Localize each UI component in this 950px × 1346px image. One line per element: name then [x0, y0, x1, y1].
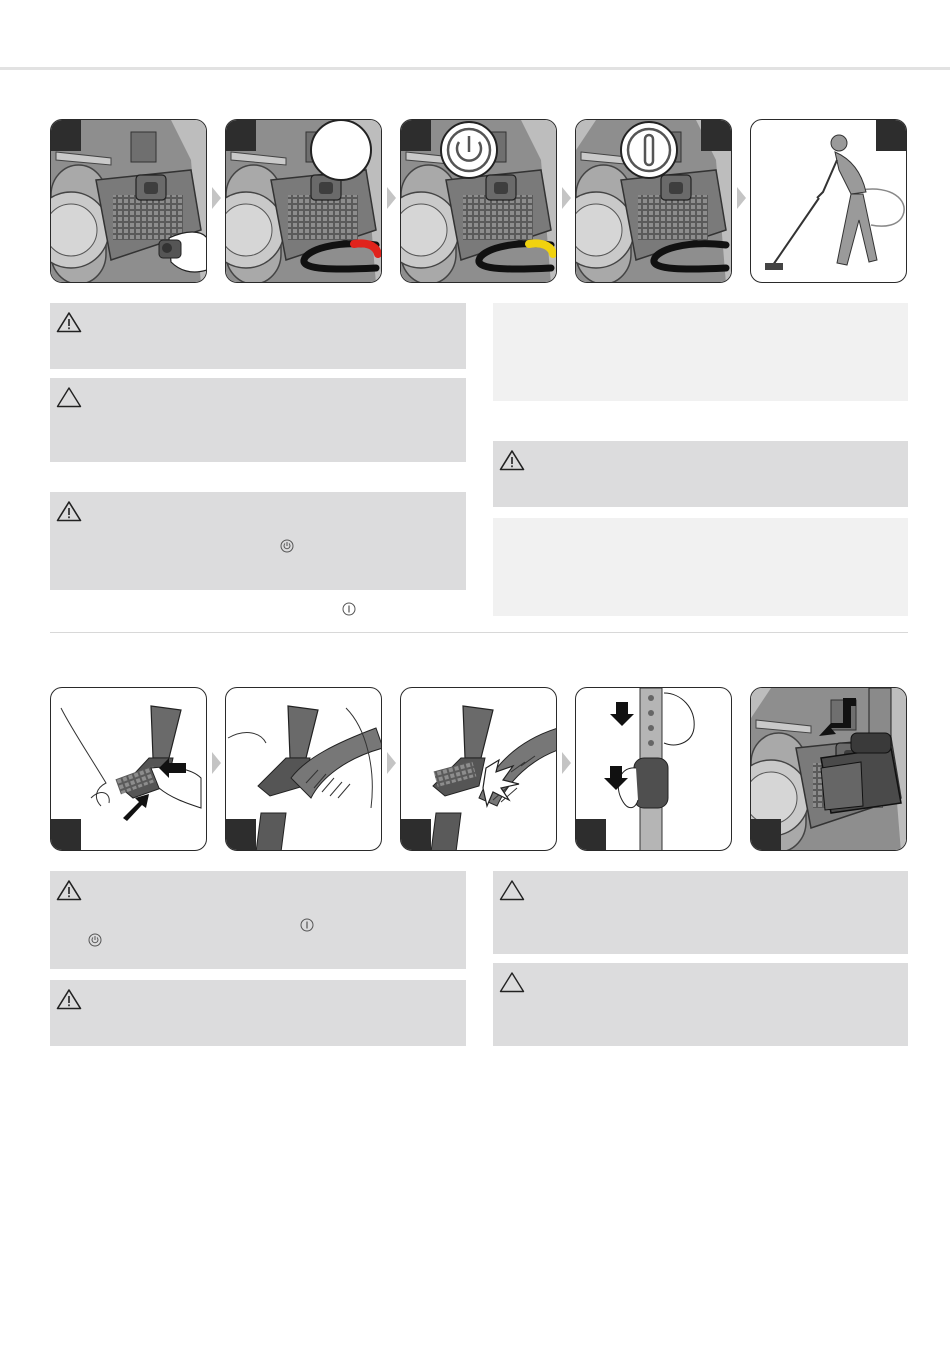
step-number-badge: [226, 120, 256, 151]
info-box: [493, 518, 908, 616]
warning-triangle-icon: [499, 449, 525, 471]
step-panel-6: [50, 687, 207, 851]
warning-triangle-icon: [56, 988, 82, 1010]
power-standby-icon: [280, 539, 294, 553]
chevron-right-icon: [562, 752, 571, 774]
step-panel-9: [575, 687, 732, 851]
step-panel-3: [400, 119, 557, 283]
power-on-icon: [342, 602, 356, 616]
warning-box: [50, 871, 466, 969]
step-panel-2: [225, 119, 382, 283]
chevron-right-icon: [737, 187, 746, 209]
caution-triangle-icon: [499, 879, 525, 901]
caution-box: [50, 378, 466, 462]
step-number-badge: [51, 819, 81, 850]
chevron-right-icon: [212, 187, 221, 209]
power-standby-icon: [88, 933, 102, 947]
chevron-right-icon: [387, 752, 396, 774]
chevron-right-icon: [212, 752, 221, 774]
caution-box: [493, 871, 908, 954]
step-panel-8: [400, 687, 557, 851]
step-number-badge: [401, 819, 431, 850]
warning-box: [50, 492, 466, 590]
step-panel-4: [575, 119, 732, 283]
warning-box: [50, 980, 466, 1046]
header-rule: [0, 67, 950, 70]
caution-box: [493, 963, 908, 1046]
step-number-badge: [701, 120, 731, 151]
step-panel-7: [225, 687, 382, 851]
caution-triangle-icon: [499, 971, 525, 993]
step-number-badge: [576, 819, 606, 850]
step-number-badge: [876, 120, 906, 151]
step-panel-5: [750, 119, 907, 283]
warning-box: [50, 303, 466, 369]
step-panel-1: [50, 119, 207, 283]
step-number-badge: [51, 120, 81, 151]
power-on-icon: [300, 918, 314, 932]
step-panel-10: [750, 687, 907, 851]
caution-triangle-icon: [56, 386, 82, 408]
warning-box: [493, 441, 908, 507]
step-number-badge: [226, 819, 256, 850]
step-number-badge: [401, 120, 431, 151]
warning-triangle-icon: [56, 311, 82, 333]
step-number-badge: [751, 819, 781, 850]
chevron-right-icon: [562, 187, 571, 209]
section-divider: [50, 632, 908, 633]
warning-triangle-icon: [56, 500, 82, 522]
info-box: [493, 303, 908, 401]
chevron-right-icon: [387, 187, 396, 209]
warning-triangle-icon: [56, 879, 82, 901]
